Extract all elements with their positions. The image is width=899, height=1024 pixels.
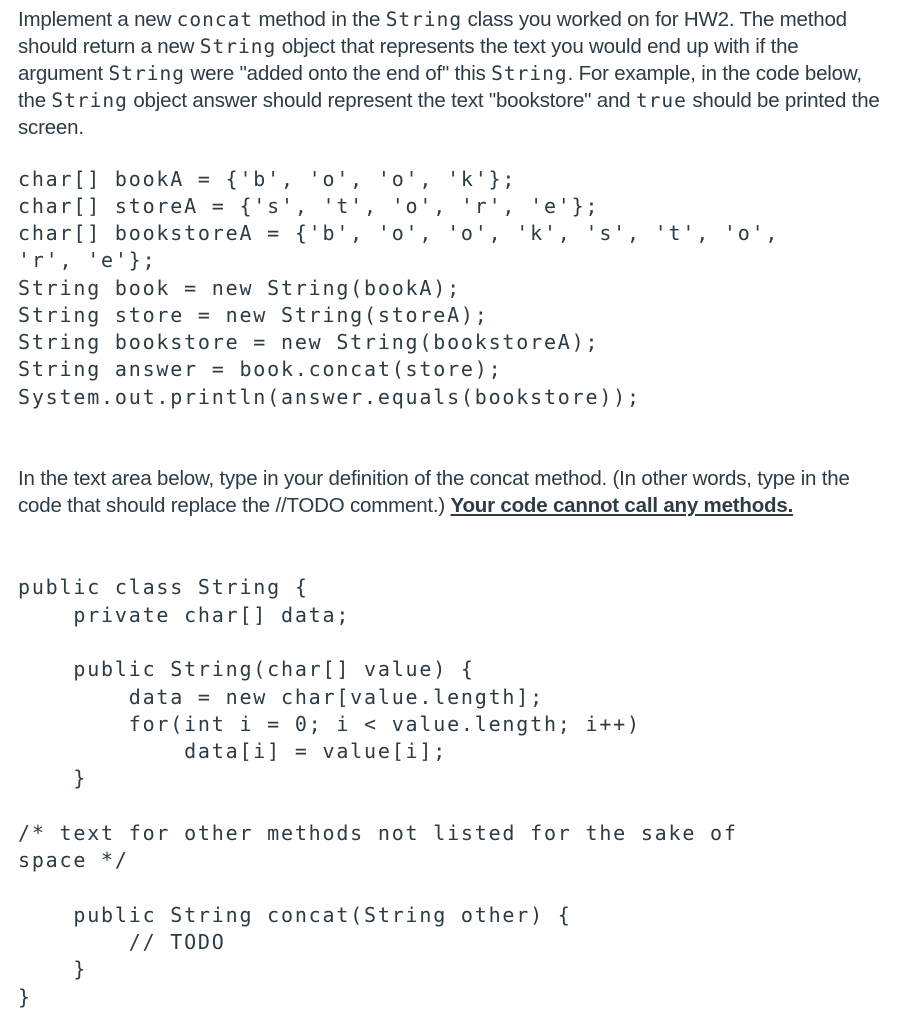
code-line: String book = new String(bookA); bbox=[18, 276, 461, 300]
code-line: char[] bookA = {'b', 'o', 'o', 'k'}; bbox=[18, 167, 517, 191]
intro-text-4: object that represents the text you would end up with if the argument bbox=[18, 35, 799, 85]
inline-code-true: true bbox=[635, 89, 687, 112]
code-line: for(int i = 0; i < value.length; i++) bbox=[18, 712, 641, 736]
code-line: } bbox=[18, 957, 88, 981]
code-line: 'r', 'e'}; bbox=[18, 248, 157, 272]
intro-text-3: class you worked on for HW2. The method should return a new bbox=[18, 8, 847, 58]
inline-code-concat: concat bbox=[176, 8, 254, 31]
code-line: public String concat(String other) { bbox=[18, 903, 572, 927]
code-line: private char[] data; bbox=[18, 603, 351, 627]
inline-code-string: String bbox=[51, 89, 128, 112]
inline-code-string: String bbox=[385, 8, 463, 31]
code-line: public class String { bbox=[18, 575, 309, 599]
code-line: } bbox=[18, 985, 32, 1009]
code-line: data[i] = value[i]; bbox=[18, 739, 448, 763]
intro-text-8: should be printed the screen. bbox=[18, 89, 880, 139]
intro-text-6: . For example, in the code below, the bbox=[18, 62, 862, 112]
code-line: /* text for other methods not listed for the sake of bbox=[18, 821, 738, 845]
code-line: String bookstore = new String(bookstoreA); bbox=[18, 330, 600, 354]
intro-text-1: Implement a new bbox=[18, 8, 177, 31]
code-line: public String(char[] value) { bbox=[18, 657, 475, 681]
inline-code-string: String bbox=[199, 35, 277, 58]
intro-paragraph bbox=[18, 6, 888, 141]
code-line: char[] storeA = {'s', 't', 'o', 'r', 'e'}; bbox=[18, 194, 600, 218]
code-line: System.out.println(answer.equals(bookstore)); bbox=[18, 385, 641, 409]
code-line: space */ bbox=[18, 848, 129, 872]
instructions-text: In the text area below, type in your definition of the concat method. (In other words, type in the code that should replace the //TODO comment.) bbox=[18, 467, 850, 517]
intro-text-5: were "added onto the end of" this bbox=[184, 62, 492, 85]
instructions-emphasis: Your code cannot call any methods. bbox=[450, 494, 794, 517]
code-line: // TODO bbox=[18, 930, 226, 954]
intro-text-2: method in the bbox=[253, 8, 386, 31]
instructions-paragraph bbox=[18, 465, 888, 519]
code-line: data = new char[value.length]; bbox=[18, 685, 544, 709]
inline-code-string: String bbox=[491, 62, 568, 85]
code-line: String store = new String(storeA); bbox=[18, 303, 489, 327]
inline-code-string: String bbox=[108, 62, 185, 85]
code-line: String answer = book.concat(store); bbox=[18, 357, 503, 381]
code-line: } bbox=[18, 766, 88, 790]
intro-text-7: object answer should represent the text "bookstore" and bbox=[127, 89, 636, 112]
code-line: char[] bookstoreA = {'b', 'o', 'o', 'k', 's', 't', 'o', bbox=[18, 221, 780, 245]
